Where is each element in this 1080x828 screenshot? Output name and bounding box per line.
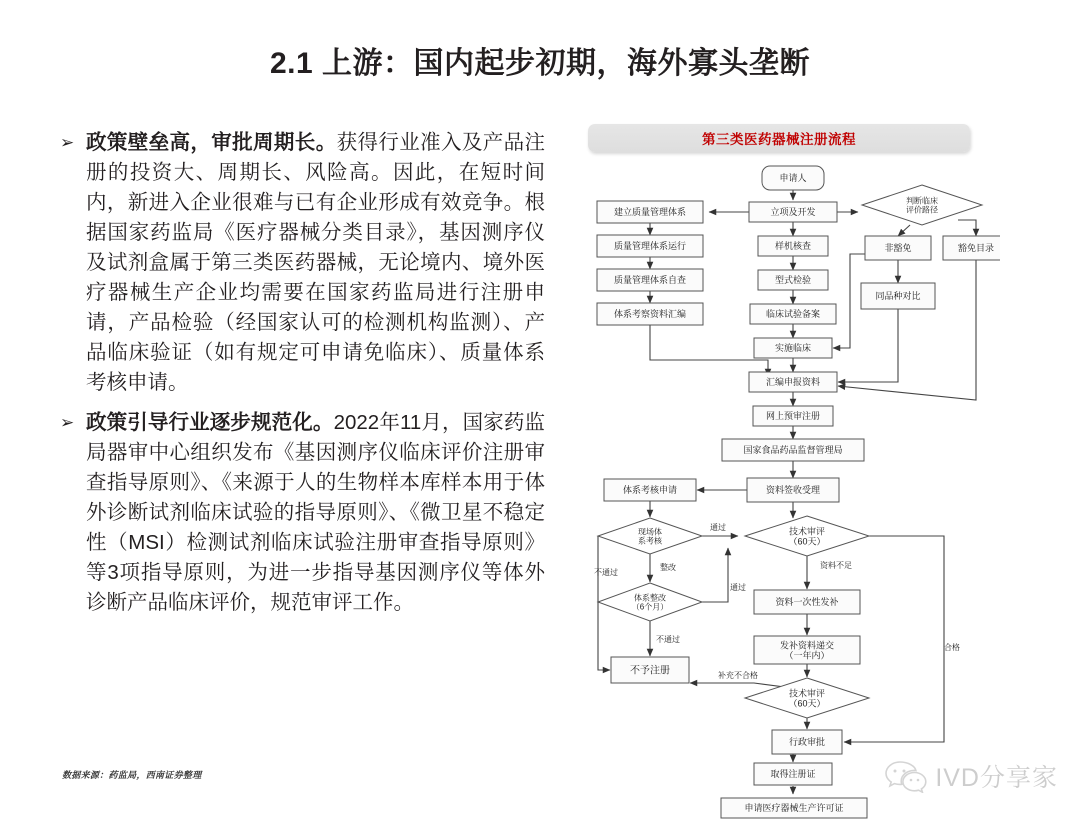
- flow-node-label: 豁免目录: [957, 243, 995, 254]
- paragraph-1-text: [86, 128, 545, 398]
- paragraph-2-body: 2022年11月，国家药监局器审中心组织发布《基因测序仪临床评价注册审查指导原则》、《来源于人的生物样本库样本用于体外诊断试剂临床试验的指导原则》、《微卫星不稳定性（MSI）检测试剂临床试验注册审查指导原则》等3项指导原则，为进一步指导基因测序仪等体外诊断产品临床评价，规范审评工作。: [86, 411, 546, 614]
- flow-node-prototype-check: [758, 236, 828, 256]
- body-text-column: [60, 128, 545, 628]
- flow-node-nmpa: [722, 439, 864, 461]
- flow-node-qms-build: [597, 201, 703, 223]
- flow-edge: [702, 548, 728, 602]
- flow-node-path-decision: [862, 185, 982, 225]
- flow-node-supplement-submit: [754, 636, 860, 664]
- bullet-arrow-icon: ➢: [60, 413, 75, 432]
- flow-node-label: 实施临床: [774, 343, 812, 354]
- flow-node-admin-approval: [772, 730, 842, 754]
- flow-node-applicant: [762, 166, 824, 190]
- flow-node-same-kind-compare: [861, 283, 935, 309]
- flow-node-label: 汇编申报资料: [765, 377, 821, 388]
- flow-node-label: 国家食品药品监督管理局: [743, 445, 843, 456]
- flow-node-qms-self-check: [597, 269, 703, 291]
- flow-node-label: 型式检验: [774, 275, 812, 286]
- paragraph-1: [60, 128, 545, 398]
- flow-edge: [650, 325, 768, 376]
- flow-node-label: 非豁免: [884, 243, 912, 254]
- flow-edge: [958, 220, 976, 236]
- paragraph-2-text: [86, 408, 545, 618]
- paragraph-1-lead: 政策壁垒高，审批周期长。: [86, 131, 337, 154]
- flow-node-label: 体系整改（6个月）: [631, 593, 669, 612]
- source-note: 数据来源：药监局，西南证券整理: [62, 770, 202, 780]
- edge-label-pass-1: 通过: [710, 523, 726, 532]
- flowchart-header: [588, 124, 970, 152]
- flow-node-receipt: [747, 478, 839, 502]
- flow-node-label: 取得注册证: [770, 769, 816, 780]
- flow-node-qms-compile: [597, 303, 703, 325]
- flow-node-compile-dossier: [749, 372, 837, 392]
- edge-label-supplement-fail: 补充不合格: [718, 671, 758, 680]
- flow-node-label: 质量管理体系运行: [613, 241, 687, 252]
- edge-label-qualified: 合格: [944, 643, 960, 652]
- flow-node-label: 资料一次性发补: [775, 597, 839, 608]
- flow-node-label: 同品种对比: [875, 291, 921, 302]
- flow-node-no-registration: [611, 657, 689, 683]
- paragraph-1-body: 获得行业准入及产品注册的投资大、周期长、风险高。因此，在短时间内，新进入企业很难与已有企业形成有效竞争。根据国家药监局《医疗器械分类目录》，基因测序仪及试剂盒属于第三类医药器械，无论境内、境外医疗器械生产企业均需要在国家药监局进行注册申请，产品检验（经国家认可的检测机构监测）、产品临床验证（如有规定可申请免临床）、质量体系考核申请。: [86, 131, 546, 394]
- flow-node-conduct-clinical: [754, 338, 832, 358]
- flowchart-title: 第三类医药器械注册流程: [702, 132, 856, 147]
- flow-node-qms-run: [597, 235, 703, 257]
- flow-edge: [833, 254, 865, 348]
- flow-node-supplement-once: [754, 590, 860, 614]
- flow-node-label: 网上预审注册: [765, 411, 821, 422]
- paragraph-2: [60, 408, 545, 618]
- flow-node-label: 技术审评（60天）: [788, 688, 826, 709]
- watermark-text: IVD分享家: [935, 764, 1058, 792]
- flow-node-tech-review-1: [745, 516, 869, 556]
- flow-node-label: 现场体系考核: [638, 527, 662, 546]
- flow-node-label: 申请人: [779, 173, 807, 184]
- flow-node-obtain-cert: [754, 763, 832, 785]
- flow-node-qms-apply: [604, 479, 696, 501]
- flow-node-label: 样机核查: [774, 241, 812, 252]
- flow-node-label: 资料签收受理: [765, 485, 821, 496]
- flowchart-svg: [588, 150, 1000, 828]
- edge-label-pass-2: 通过: [730, 583, 746, 592]
- flow-node-project-dev: [749, 202, 837, 222]
- edge-label-fail-2: 不通过: [656, 635, 680, 644]
- flow-node-label: 申请医疗器械生产许可证: [744, 803, 844, 814]
- paragraph-2-lead: 政策引导行业逐步规范化。: [86, 411, 334, 434]
- flow-node-label: 不予注册: [630, 665, 670, 677]
- flow-node-non-exempt: [865, 236, 931, 260]
- flow-node-label: 体系考察资料汇编: [613, 309, 687, 320]
- bullet-arrow-icon: ➢: [60, 133, 75, 152]
- flow-node-system-rectify: [598, 583, 702, 621]
- flow-node-label: 建立质量管理体系: [613, 207, 687, 218]
- flow-node-exempt-list: [943, 236, 1000, 260]
- flow-node-onsite-audit: [598, 518, 702, 554]
- flow-node-type-test: [758, 270, 828, 290]
- flow-node-label: 立项及开发: [770, 207, 816, 218]
- flow-node-apply-production-license: [721, 798, 867, 818]
- edge-label-fail-1: 不通过: [594, 568, 618, 577]
- flow-node-online-pre-reg: [753, 406, 833, 426]
- flow-edge: [898, 225, 910, 236]
- flow-node-label: 临床试验备案: [765, 309, 821, 320]
- flow-node-label: 质量管理体系自查: [613, 275, 687, 286]
- edge-label-insufficient: 资料不足: [820, 561, 852, 570]
- flow-node-label: 体系考核申请: [622, 485, 678, 496]
- flow-edge: [838, 260, 976, 400]
- flow-node-clinical-filing: [750, 304, 836, 324]
- flow-node-label: 判断临床评价路径: [906, 196, 938, 215]
- flow-node-label: 发补资料递交（一年内）: [779, 640, 835, 661]
- flow-edge: [838, 309, 898, 382]
- flow-node-label: 技术审评（60天）: [788, 526, 826, 547]
- edge-label-rectify: 整改: [660, 563, 676, 572]
- flow-edge: [793, 754, 807, 762]
- page-title: 2.1 上游：国内起步初期，海外寡头垄断: [269, 47, 811, 80]
- flow-node-label: 行政审批: [788, 737, 826, 748]
